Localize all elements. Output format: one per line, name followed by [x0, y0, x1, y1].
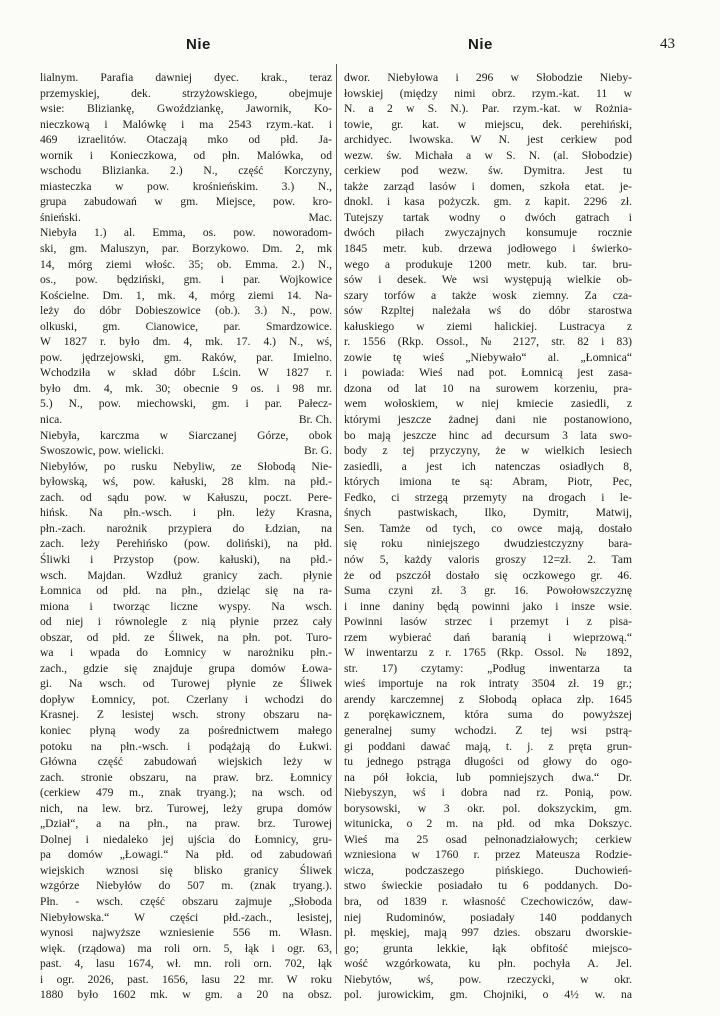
text-line: generalnej sumy wchodzi. Z tej wsi pstrą-: [344, 723, 632, 737]
text-line: Sen. Tamże od tych, co owce mają, dostało: [344, 521, 632, 535]
text-line: miasteczka w pow. krośnieńskim. 3.) N.,: [40, 179, 332, 193]
text-line: sów i desek. We wsi występują wielkie ob-: [344, 273, 632, 287]
text-line: 1845 metr. kub. drzewa jodłowego i świerko-: [344, 242, 632, 256]
text-line: leży do dóbr Dobieszowice (ob.). 3.) N., pow.: [40, 304, 332, 318]
text-line: Powinni lasów strzec i przemyt i z pisa-: [344, 615, 632, 629]
text-line: śnych pastwiskach, Ilko, Dymitr, Matwij,: [344, 506, 632, 520]
text-line: wsch. Majdan. Wzdłuż granicy zach. płynie: [40, 568, 332, 582]
text-line: hińsk. Na płn.-wsch. i płn. leży Krasna,: [40, 506, 332, 520]
text-line: Główna część zabudowań wiejskich leży w: [40, 755, 332, 769]
text-line: obszar, od płd. ze Śliwek, na płn. pot. Turo-: [40, 630, 332, 644]
text-line: zach. stronie obszaru, na praw. brz. Łomnicy: [40, 770, 332, 784]
text-line: gi. Na wsch. od Turowej płynie ze Śliwek: [40, 677, 332, 691]
text-line: nów 5, każdy valoris groszy 12=zł. 2. Tam: [344, 552, 632, 566]
text-line: r. 1556 (Rkp. Ossol., № 2127, str. 82 i 83): [344, 335, 632, 349]
text-line: na pół łokcia, lub pomniejszych dwa.“ Dr.: [344, 770, 632, 784]
text-line: W 1827 r. było dm. 4, mk. 17. 4.) N., wś,: [40, 335, 332, 349]
text-line: grupa zabudowań w gm. Miejsce, pow. kro-: [40, 195, 332, 209]
text-line: szary torfów a także wosk ziemny. Za cza-: [344, 288, 632, 302]
text-line: archidyec. lwowska. W N. jest cerkiew pod: [344, 133, 632, 147]
text-line: wsie: Bliziankę, Gwoździankę, Jawornik, Ko-: [40, 102, 332, 116]
text-line: dzona od lat 10 na surowem korzeniu, pra-: [344, 381, 632, 395]
text-line: wschodu Blizianka. 2.) N., część Korczyny,: [40, 164, 332, 178]
text-line: od niej i równolegle z nią płynie przez cały: [40, 615, 332, 629]
text-line: którymi jeszcze żadnej dani nie postanowiono,: [344, 413, 632, 427]
text-line: Niebyła, karczma w Siarczanej Górze, obok: [40, 428, 332, 442]
text-line: tu jednego pstrąga długości od głowy do ogo-: [344, 755, 632, 769]
text-line: Tutejszy tartak wodny o dwóch gatrach i: [344, 210, 632, 224]
text-line: gi poddani dawać mają, t. j. z pręta grun-: [344, 739, 632, 753]
text-line: zowie tę wieś „Niebywało“ al. „Łomnica“: [344, 350, 632, 364]
text-line: Wieś ma 25 osad pełnonadziałowych; cerkiew: [344, 832, 632, 846]
text-line: bo mają jeszcze hinc ad decursum 3 lata swo-: [344, 428, 632, 442]
text-line: Niebyszyn, wś i dobra nad rz. Ponią, pow.: [344, 786, 632, 800]
text-line: 14, mórg ziemi włośc. 35; ob. Emma. 2.) N.,: [40, 257, 332, 271]
text-line: więk. (rządowa) ma roli orn. 5, łąk i ogr. 63,: [40, 941, 332, 955]
text-line: i inne daniny będą powinni jako i insze wsie.: [344, 599, 632, 613]
text-line: nieczkową i Malówkę i ma 2543 rzym.-kat. i: [40, 117, 332, 131]
text-line: Dolnej i niedaleko jej ujścia do Łomnicy, gru-: [40, 832, 332, 846]
text-line: Wchodziła w skład dóbr Lścin. W 1827 r.: [40, 366, 332, 380]
text-line: Suma czyni zł. 3 gr. 16. Powołowszczyznę: [344, 584, 632, 598]
text-line: nich, na lew. brz. Turowej, leży grupa domów: [40, 801, 332, 815]
text-line: Swoszowic, pow. wielicki. Br. G.: [40, 444, 332, 458]
text-line: body z tej przyczyny, że w wielkich lesiech: [344, 444, 632, 458]
text-line: i ogr. 2026, past. 1656, lasu 22 mr. W roku: [40, 972, 332, 986]
text-line: towie, gr. kat. w miejscu, dek. perehiński,: [344, 117, 632, 131]
text-line: dwóch piłach zwyczajnych konsumuje rocznie: [344, 226, 632, 240]
text-line: dopływ Łomnicy, pot. Czerlany i wchodzi do: [40, 692, 332, 706]
text-line: cerkiew pod wezw. św. Dymitra. Jest tu: [344, 164, 632, 178]
text-line: Niebyła 1.) al. Emma, os. pow. noworadom-: [40, 226, 332, 240]
text-line: (cerkiew 479 m., znak tryang.); na wsch. od: [40, 786, 332, 800]
text-line: 469 izraelitów. Otaczają mko od płd. Ja-: [40, 133, 332, 147]
text-line: łowskiej (między nimi obrz. rzym.-kat. 11 w: [344, 86, 632, 100]
page-number: 43: [660, 36, 675, 52]
text-line: pa domów „Łowagi.“ Na płd. od zabudowań: [40, 848, 332, 862]
text-line: wicza, podczaszego pińskiego. Duchowień-: [344, 863, 632, 877]
text-line: Fedko, ci strzegą przemyty na drogach i le-: [344, 490, 632, 504]
text-line: wezw. św. Michała a w S. N. (al. Słobodzie): [344, 148, 632, 162]
text-line: przemyskiej, dek. strzyżowskiego, obejmuje: [40, 86, 332, 100]
text-line: byłowską, wś, pow. kałuski, 28 klm. na płd.-: [40, 475, 332, 489]
text-line: arendy karczemnej z Słobodą opłaca złp. 1645: [344, 692, 632, 706]
column-divider: [336, 64, 337, 954]
text-line: wynosi najwyższe wzniesienie 556 m. Własn.: [40, 926, 332, 940]
text-line: wornik i Konieczkowa, od płn. Malówka, od: [40, 148, 332, 162]
text-line: 1880 było 1602 mk. w gm. a 20 na obsz.: [40, 988, 332, 1002]
text-line: past. 4, lasu 1674, wł. mn. roli orn. 702, łąk: [40, 957, 332, 971]
text-line: się roku niniejszego dwudziestczyzny bara-: [344, 537, 632, 551]
text-line: pł. męskiej, mają 997 dzies. obszaru dworskie-: [344, 926, 632, 940]
text-line: wiejskich wznosi się blisko granicy Śliwek: [40, 863, 332, 877]
text-line: miona i tworząc liczne wyspy. Na wsch.: [40, 599, 332, 613]
text-line: sów Rzpltej należała wś do dóbr starostwa: [344, 304, 632, 318]
text-line: wość wzgórkowata, ku płn. pochyła A. Jel.: [344, 957, 632, 971]
text-line: stwo świeckie posiadało tu 6 poddanych. Do-: [344, 879, 632, 893]
text-line: płn.-zach. narożnik przypiera do Łdzian, na: [40, 521, 332, 535]
text-line: Płn. - wsch. część obszaru zajmuje „Słoboda: [40, 894, 332, 908]
text-line: lialnym. Parafia dawniej dyec. krak., teraz: [40, 71, 332, 84]
text-line: „Dział“, a na płn., na praw. brz. Turowej: [40, 817, 332, 831]
text-line: go; grunta lekkie, łąk obfitość miejsco-: [344, 941, 632, 955]
text-line: zasiedli, a jest ich natenczas osiadłych 8,: [344, 459, 632, 473]
text-line: borysowski, w 3 okr. pol. dokszyckim, gm.: [344, 801, 632, 815]
text-line: Łomnica od płd. na płn., dzieląc się na ra-: [40, 584, 332, 598]
text-line: wzniesiona w 1760 r. przez Mateusza Rodzie-: [344, 848, 632, 862]
text-line: zach. leży Perehińsko (pow. doliński), na płd.: [40, 537, 332, 551]
text-line: Niebytów, wś, pow. rzeczycki, w okr.: [344, 972, 632, 986]
text-line: bra, od 1839 r. własność Czechowiczów, daw-: [344, 894, 632, 908]
text-line: pow. jędrzejowski, gm. Raków, par. Imielno.: [40, 350, 332, 364]
text-line: niej Rudominów, posiadały 140 poddanych: [344, 910, 632, 924]
text-line: str. 17) czytamy: „Podług inwentarza ta: [344, 661, 632, 675]
text-line: było dm. 4, mk. 30; obecnie 9 os. i 98 mr.: [40, 381, 332, 395]
text-line: W inwentarzu z r. 1765 (Rkp. Ossol. № 1892,: [344, 646, 632, 660]
text-line: dwor. Niebyłowa i 296 w Słobodzie Nieby-: [344, 71, 632, 84]
text-line: wego a produkuje 1200 metr. kub. tar. bru-: [344, 257, 632, 271]
text-line: z porękawicznem, która suma do powyższej: [344, 708, 632, 722]
right-column: [344, 70, 632, 1003]
text-line: rzem wybierać dań baranią i wieprzową.“: [344, 630, 632, 644]
running-head-right: Nie: [468, 36, 493, 53]
text-line: 5.) N., pow. miechowski, gm. i par. Pałecz-: [40, 397, 332, 411]
text-line: os., pow. będziński, gm. i par. Wojkowice: [40, 273, 332, 287]
text-line: zach., gdzie się znajduje grupa domów Łowa-: [40, 661, 332, 675]
text-line: wzgórze Niebyłów do 507 m. (znak tryang.).: [40, 879, 332, 893]
text-line: wem wołoskiem, w niej kmiecie zasiedli, z: [344, 397, 632, 411]
text-line: których imiona te są: Abram, Piotr, Pec,: [344, 475, 632, 489]
text-line: wa i wpada do Łomnicy w narożniku płn.-: [40, 646, 332, 660]
text-line: Śliwki i Przystop (pow. kałuski), na płd.-: [40, 552, 332, 566]
text-line: śnieński. Mac.: [40, 210, 332, 224]
text-line: wieś importuje na rok intraty 3504 zł. 19 gr.;: [344, 677, 632, 691]
text-line: nica. Br. Ch.: [40, 413, 332, 427]
text-line: witunicka, o 2 m. na płd. od mka Dokszyc.: [344, 817, 632, 831]
text-line: olkuski, gm. Cianowice, par. Smardzowice.: [40, 319, 332, 333]
text-line: kałuskiego w ziemi halickiej. Lustracya z: [344, 319, 632, 333]
text-line: N. a 2 w S. N.). Par. rzym.-kat. w Rożnia-: [344, 102, 632, 116]
text-line: Krasnej. Z lesistej wsch. strony obszaru na-: [40, 708, 332, 722]
text-line: Niebyłów, po rusku Nebyliw, ze Słobodą Nie-: [40, 459, 332, 473]
text-line: ski, gm. Maluszyn, par. Borzykowo. Dm. 2, mk: [40, 242, 332, 256]
text-line: koniec płyną wody za pośrednictwem małego: [40, 723, 332, 737]
text-line: potoku na płn.-wsch. i podążają do Łukwi.: [40, 739, 332, 753]
text-line: że od pszczół dostało się oczkowego gr. 46.: [344, 568, 632, 582]
left-column: [40, 70, 332, 1003]
text-line: Niebyłowska.“ W części płd.-zach., lesistej,: [40, 910, 332, 924]
running-head-left: Nie: [186, 36, 211, 53]
text-line: także zarząd lasów i domen, szkoła etat. je-: [344, 179, 632, 193]
text-line: zach. od sądu pow. w Kałuszu, poczt. Pere-: [40, 490, 332, 504]
text-line: dnokl. i kasa pożyczk. gm. z kapit. 2296 zł.: [344, 195, 632, 209]
text-line: i powiada: Wieś nad pot. Łomnicą jest zasa-: [344, 366, 632, 380]
text-line: pol. jurowickim, gm. Chojniki, o 4½ w. na: [344, 988, 632, 1002]
text-line: Kościelne. Dm. 1, mk. 4, mórg ziemi 14. Na-: [40, 288, 332, 302]
